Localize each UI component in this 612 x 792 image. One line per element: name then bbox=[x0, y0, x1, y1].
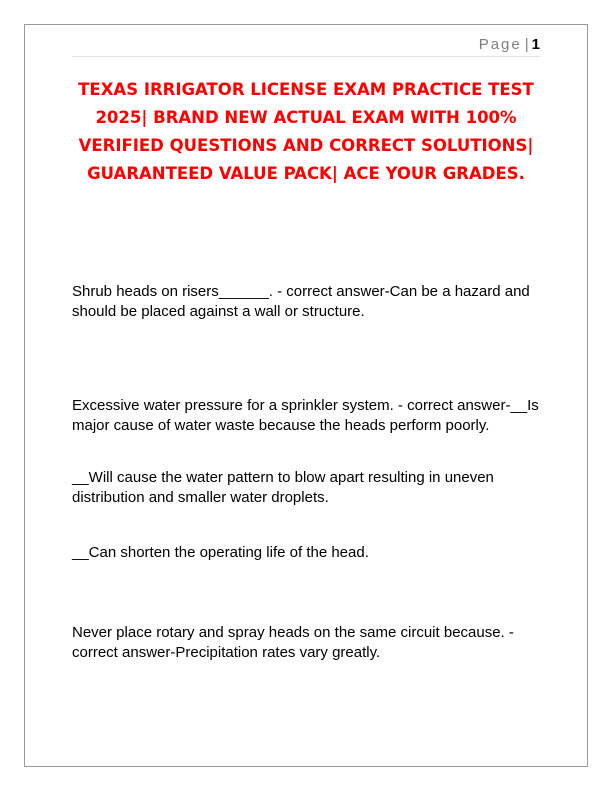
page-number-header bbox=[479, 36, 540, 53]
answer-water-pattern: __Will cause the water pattern to blow apart resulting in uneven distribution and smaller water droplets. bbox=[72, 469, 494, 506]
question-rotary-spray: Never place rotary and spray heads on the same circuit because. - correct answer-Precipitation rates vary greatly. bbox=[72, 624, 514, 661]
header-rule bbox=[72, 56, 540, 57]
document-title: TEXAS IRRIGATOR LICENSE EXAM PRACTICE TEST 2025| BRAND NEW ACTUAL EXAM WITH 100% VERIFIED QUESTIONS AND CORRECT SOLUTIONS| GUARANTEED VALUE PACK| ACE YOUR GRADES. bbox=[78, 80, 534, 183]
page-number: 1 bbox=[531, 36, 540, 53]
page-separator: | bbox=[524, 36, 529, 53]
question-water-pressure: Excessive water pressure for a sprinkler system. - correct answer-__Is major cause of water waste because the heads perform poorly. bbox=[72, 397, 539, 434]
document-body bbox=[72, 282, 542, 663]
page-label: Page bbox=[478, 36, 522, 53]
answer-operating-life: __Can shorten the operating life of the head. bbox=[72, 544, 369, 561]
question-shrub-heads: Shrub heads on risers______. - correct answer-Can be a hazard and should be placed against a wall or structure. bbox=[72, 283, 530, 320]
